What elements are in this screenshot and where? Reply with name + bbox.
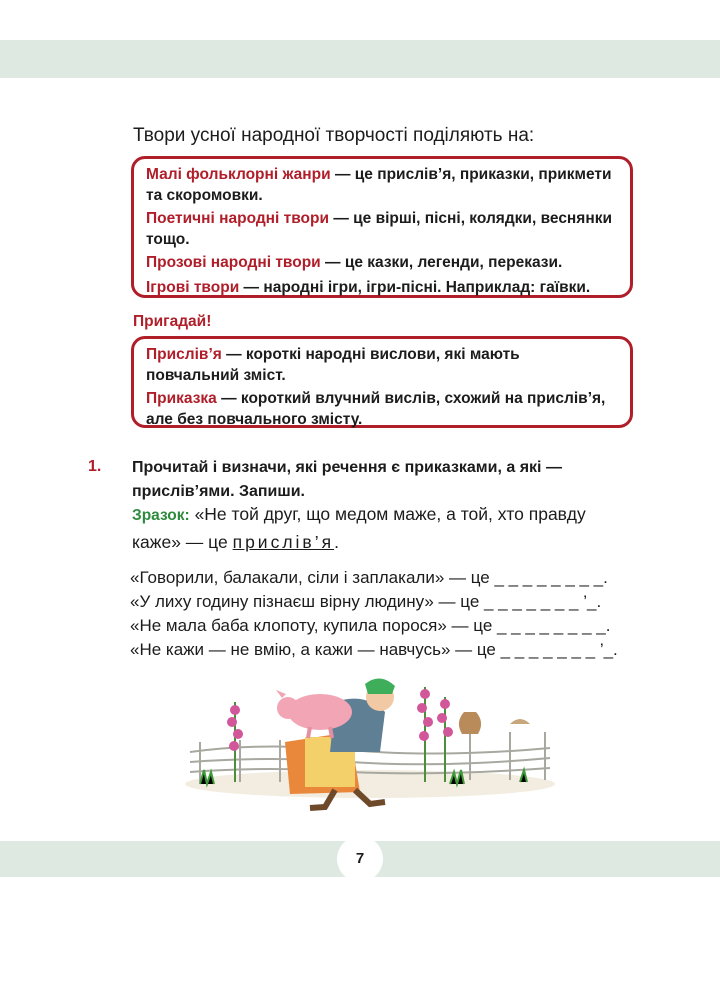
exercise-sentence: «Говорили, балакали, сіли і заплакали» — це _ _ _ _ _ _ _ _. bbox=[130, 568, 608, 587]
task-number: 1. bbox=[88, 458, 102, 475]
sample-line: Зразок: «Не той друг, що медом маже, а той, хто правду каже» — це прислів’я. bbox=[132, 504, 586, 552]
genre-item: Поетичні народні твори — це вірші, пісні, колядки, веснянки тощо. bbox=[146, 210, 612, 248]
genres-box bbox=[131, 156, 633, 298]
genre-item: Прозові народні твори — це казки, легенди, перекази. bbox=[146, 254, 563, 271]
definition-item: Прислів’я — короткі народні вислови, які мають повчальний зміст. bbox=[146, 346, 520, 384]
sample-answer: прислів’я bbox=[232, 532, 335, 552]
definitions-box bbox=[131, 336, 633, 428]
woman-with-piglet-illustration bbox=[180, 672, 560, 822]
exercise-sentence: «Не кажи — не вмію, а кажи — навчусь» — це _ _ _ _ _ _ _ ’_. bbox=[130, 640, 618, 659]
sample-label: Зразок: bbox=[132, 507, 190, 524]
clay-pot-icon bbox=[459, 712, 481, 734]
page-number: 7 bbox=[337, 836, 383, 882]
exercise-sentence: «У лиху годину пізнаєш вірну людину» — це _ _ _ _ _ _ _ ’_. bbox=[130, 592, 602, 611]
remember-title: Пригадай! bbox=[133, 313, 212, 330]
exercise-sentences bbox=[130, 566, 640, 662]
genre-item: Ігрові твори — народні ігри, ігри-пісні. Наприклад: гаївки. bbox=[146, 279, 591, 296]
clay-pot-icon bbox=[510, 719, 530, 724]
exercise-sentence: «Не мала баба клопоту, купила порося» — це _ _ _ _ _ _ _ _. bbox=[130, 616, 611, 635]
genre-item: Малі фольклорні жанри — це прислів’я, приказки, прикмети та скоромовки. bbox=[146, 166, 612, 204]
task-instruction: Прочитай і визначи, які речення є приказками, а які — прислів’ями. Запиши. bbox=[132, 459, 562, 500]
sample-text: «Не той друг, що медом маже, а той, хто правду каже» — це bbox=[132, 504, 586, 552]
intro-heading: Твори усної народної творчості поділяють на: bbox=[133, 125, 535, 146]
header-band bbox=[0, 40, 720, 78]
definition-item: Приказка — короткий влучний вислів, схожий на прислів’я, але без повчального змісту. bbox=[146, 390, 606, 428]
